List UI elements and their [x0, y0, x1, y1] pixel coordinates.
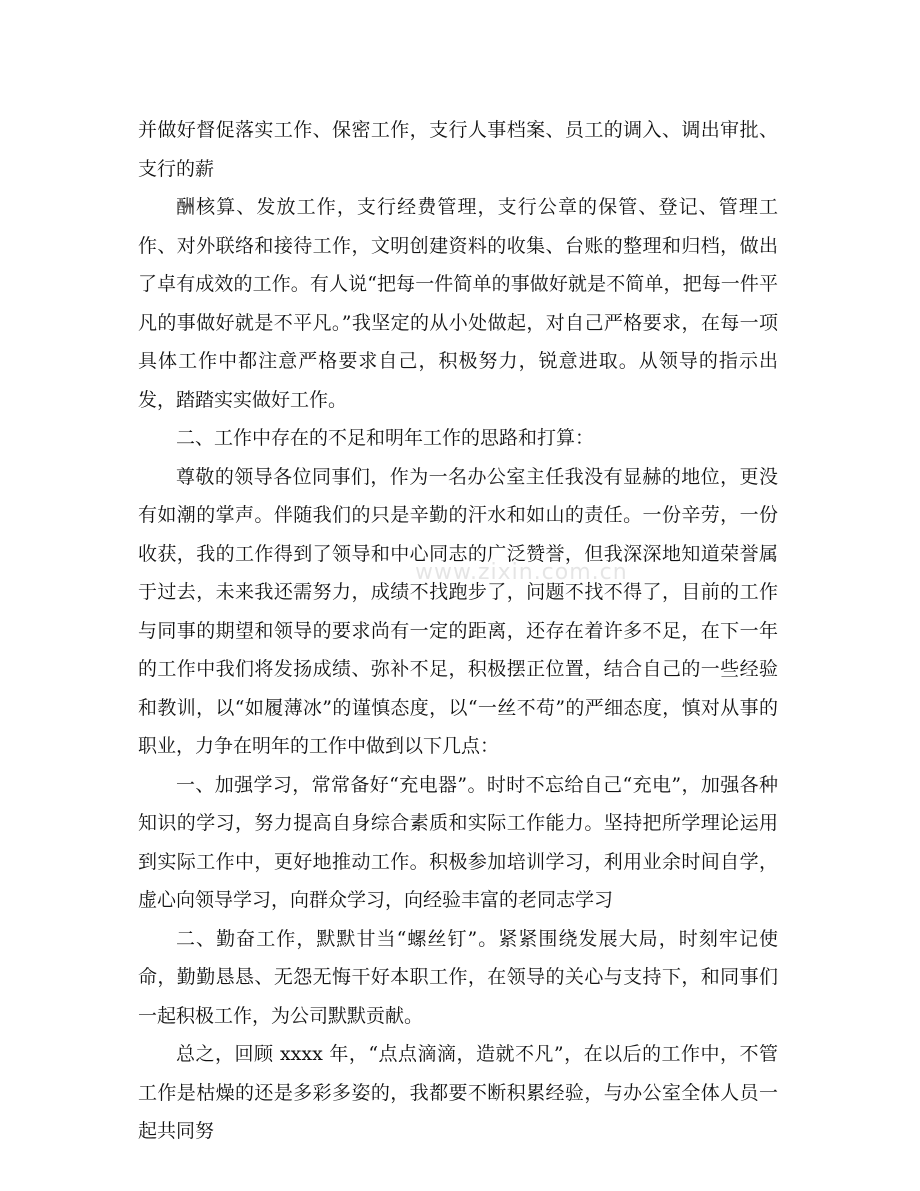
watermark-text: www.zixin.com.cn [415, 560, 628, 585]
paragraph-1: 并做好督促落实工作、保密工作，支行人事档案、员工的调入、调出审批、支行的薪 [138, 119, 778, 180]
paragraph-5: 一、加强学习，常常备好“充电器”。时时不忘给自己“充电”，加强各种知识的学习，努力提高自身综合素质和实际工作能力。坚持把所学理论运用到实际工作中，更好地推动工作。积极参加培训学习，利用业余时间自学，虚心向领导学习，向群众学习，向经验丰富的老同志学习 [138, 773, 778, 911]
paragraph-2: 酬核算、发放工作，支行经费管理，支行公章的保管、登记、管理工作、对外联络和接待工作，文明创建资料的收集、台账的整理和归档，做出了卓有成效的工作。有人说“把每一件简单的事做好就是不简单，把每一件平凡的事做好就是不平凡。”我坚定的从小处做起，对自己严格要求，在每一项具体工作中都注意严格要求自己，积极努力，锐意进取。从领导的指示出发，踏踏实实做好工作。 [138, 196, 778, 411]
paragraph-7: 总之，回顾 xxxx 年，“点点滴滴，造就不凡”，在以后的工作中，不管工作是枯燥的还是多彩多姿的，我都要不断积累经验，与办公室全体人员一起共同努 [138, 1043, 778, 1142]
paragraph-3-heading: 二、工作中存在的不足和明年工作的思路和打算： [176, 427, 595, 449]
paragraph-6: 二、勤奋工作，默默甘当“螺丝钉”。紧紧围绕发展大局，时刻牢记使命，勤勤恳恳、无怨无悔干好本职工作，在领导的关心与支持下，和同事们一起积极工作，为公司默默贡献。 [138, 927, 778, 1027]
paragraph-4: 尊敬的领导各位同事们，作为一名办公室主任我没有显赫的地位，更没有如潮的掌声。伴随我们的只是辛勤的汗水和如山的责任。一份辛劳，一份收获，我的工作得到了领导和中心同志的广泛赞誉，但我深深地知道荣誉属于过去，未来我还需努力，成绩不找跑步了，问题不找不得了，目前的工作与同事的期望和领导的要求尚有一定的距离，还存在着许多不足，在下一年的工作中我们将发扬成绩、弥补不足，积极摆正位置，结合自己的一些经验和教训，以“如履薄冰”的谨慎态度，以“一丝不苟”的严细态度，慎对从事的职业，力争在明年的工作中做到以下几点： [138, 465, 778, 757]
document-body [138, 111, 778, 1151]
